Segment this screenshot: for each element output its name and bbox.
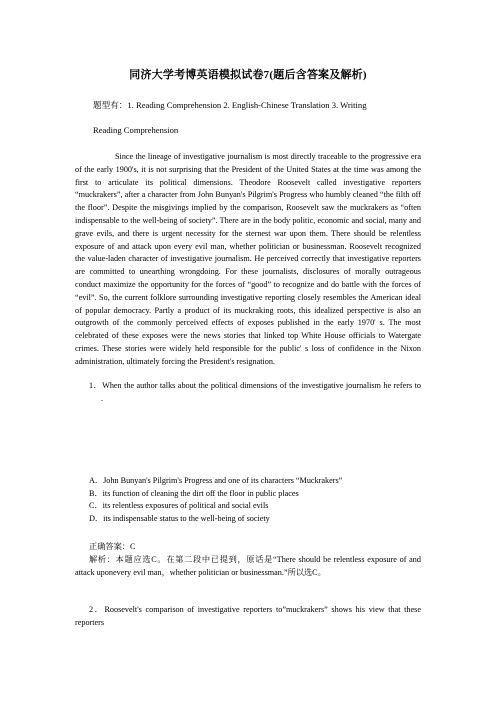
question-1-stem: When the author talks about the political dimensions of the investigative journalism he refers to <box>102 381 421 390</box>
section-heading: Reading Comprehension <box>93 125 179 135</box>
option-a: A．John Bunyan's Pilgrim's Progress and one of its characters “Muckrakers” <box>89 476 343 485</box>
document-title: 同济大学考博英语模拟试卷7(题后含答案及解析) <box>129 69 367 81</box>
question-1-stem-end: . <box>101 393 104 403</box>
question-2-number: 2． <box>89 605 105 614</box>
question-1-explanation: 解析：本题应选C。在第二段中已提到，原话是“There should be relentless exposure of and attack uponevery evil man，whether politician or businessman.”所以选C。 <box>75 555 421 577</box>
answer-value: C <box>129 542 136 551</box>
option-c: C．its relentless exposures of political and social evils <box>89 501 269 511</box>
question-2-stem: Roosevelt's comparison of investigative reporters to”muckrakers” shows his view that these reporters <box>75 605 421 627</box>
question-types: 题型有：1. Reading Comprehension 2. English-Chinese Translation 3. Writing <box>93 100 367 110</box>
question-1-answer <box>89 541 135 552</box>
question-1-number: 1． <box>89 381 103 390</box>
question-1-options <box>89 475 421 526</box>
option-b: B．its function of cleaning the dirt off the floor in public places <box>89 488 299 498</box>
question-1 <box>75 380 421 405</box>
reading-passage: Since the lineage of investigative journalism is most directly traceable to the progressive era of the early 1900's, it is not surprising that the President of the United States at the time was among the first to articulate its political dimensions. Theodore Roosevelt called investigative reporters “muckrakers”, after a character from John Bunyan's Pilgrim's Progress who humbly cleaned “the filth off the floor”. Despite the misgivings implied by the comparison, Roosevelt saw the muckrakers as “often indispensable to the well-being of society”. There are in the body politic, economic and social, many and grave evils, and there is urgent necessity for the sternest war upon them. There should be relentless exposure of and attack upon every evil man, whether politician or businessman. Roosevelt recognized the value-laden character of investigative journalism. He perceived correctly that investigative reporters are committed to unearthing wrongdoing. For these journalists, disclosures of morally outrageous conduct maximize the opportunity for the forces of “good” to recognize and do battle with the forces of “evil”. So, the current folklore surrounding investigative reporting closely resembles the American ideal of popular democracy. Partly a product of its muckraking roots, this idealized perspective is also an outgrowth of the commonly perceived effects of exposes published in the early 1970' s. The most celebrated of these exposes were the news stories that linked top White House officials to Watergate crimes. These stories were widely held responsible for the public' s loss of confidence in the Nixon administration, ultimately forcing the President's resignation. <box>75 152 421 366</box>
answer-label: 正确答案： <box>89 542 130 551</box>
question-2 <box>75 604 421 629</box>
option-d: D．its indispensable status to the well-being of society <box>89 514 270 524</box>
